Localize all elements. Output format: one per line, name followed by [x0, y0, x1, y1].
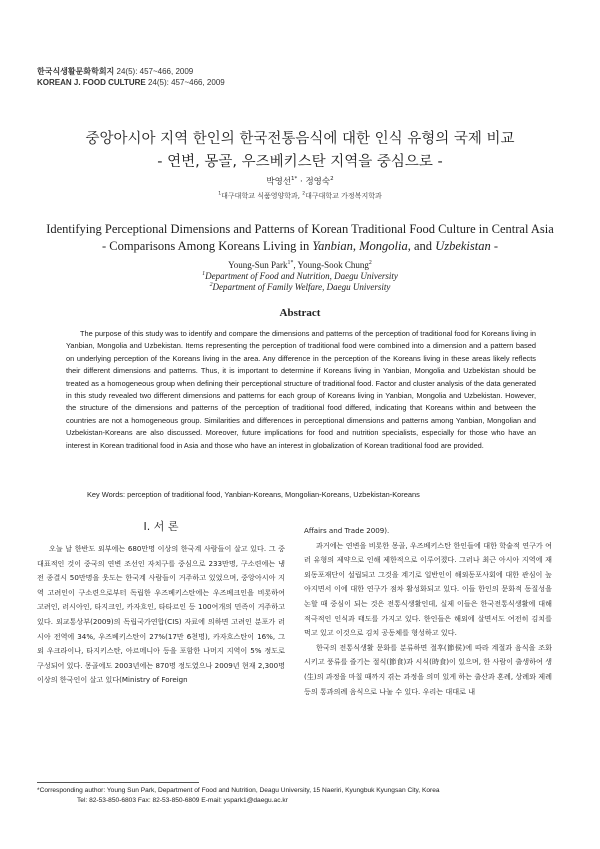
section-title: I. 서 론	[143, 520, 179, 533]
english-subtitle	[0, 239, 600, 254]
journal-citation: 24(5): 457~466, 2009	[116, 67, 194, 76]
right-column	[304, 524, 552, 699]
footnote	[37, 786, 567, 806]
journal-header	[37, 66, 225, 88]
subtitle-yanbian: Yanbian	[312, 239, 353, 253]
author1-kr-sup: 1*	[291, 176, 298, 183]
subtitle-mongolia: Mongolia	[359, 239, 408, 253]
right-paragraph-2: 한국의 전통식생활 문화를 분류하면 절후(節侯)에 따라 계절과 음식을 조화시키고 풍류를 즐기는 절식(節食)과 시식(時食)이 있으며, 한 사람이 출생하여 생(生)의 과정을 마칠 때까지 겪는 과정을 의미 있게 하는 출산과 혼례, 상례와 제례 등의 통과의례 음식으로 나눌 수 있다. 우리는 대대로 내	[304, 642, 552, 696]
author1-en: Young-Sun Park	[228, 260, 288, 270]
keywords	[87, 490, 547, 499]
left-paragraph: 오늘 날 한반도 외부에는 680만명 이상의 한국계 사람들이 살고 있다. 그 중 대표적인 것이 중국의 연변 조선인 자치구를 중심으로 233만명, 구소련에는 냉전 종결시 50만명을 웃도는 한국계 사람들이 거주하고 있었으며, 중앙아시아 지역 고려인이 구소련으로부터 독립한 우즈베키스탄에는 우즈베크인을 비롯하여 고려인, 러시아인, 타지크인, 카자흐인, 타타르인 등 100여개의 민족이 거주하고 있다. 외교통상부(2009)의 독립국가연합(CIS) 자료에 의하면 고려인 분포가 러시아 전역에 34%, 우즈베키스탄이 27%(17만 6천명), 카자흐스탄이 16%, 그 외 우크라이나, 타지키스탄, 아르메니아 등을 포함한 나머지 지역이 5% 정도로 구성되어 있다. 몽골에도 2003년에는 870명 정도였으나 2009년 현재 2,300명 이상의 한국인이 살고 있다(Ministry of Foreign	[37, 544, 285, 685]
abstract-text: The purpose of this study was to identify and compare the dimensions and patterns of the perception of traditional food for Koreans living in Yanbian, Mongolia and Uzbekistan. Items representing the perception of traditional food were combined into a dimension and a pattern based on underlying perception of the Koreans living in the area. Any difference in the perception of the Koreans living in these areas likely reflects their different dimensions and patterns. Thus, it is important to determine if Koreans living in Yanbian, Mongolia and Uzbekistan should be treated as a homogeneous group when defining their perceptional structure of traditional food. Factor and cluster analysis of the data generated in this study revealed two different dimensions and patterns for each group of Koreans living in Yanbian, Mongolia and Uzbekistan. However, the structure of the dimensions and patterns of the perception of traditional food differed, indicating that Koreans within and between the countries are not a homogeneous group. Similarities and differences in perceptional dimensions and patterns among Yanbian, Mongolian and Uzbekistan-Koreans are also discussed. Moreover, future implications for food and nutrition specialists, especially for those who have an interest in Korean traditional food in Asia and those who have an interest in globalization of Korean traditional food are provided.	[66, 329, 536, 450]
author1-en-sup: 1*	[287, 260, 294, 266]
affil1-en-sup: 1	[202, 271, 206, 277]
author2-kr: 정영숙	[305, 177, 331, 187]
korean-authors	[0, 175, 600, 187]
abstract-heading: Abstract	[279, 307, 321, 319]
journal-citation-en: 24(5): 457~466, 2009	[147, 78, 225, 87]
english-authors	[0, 260, 600, 270]
affil1-en: Department of Food and Nutrition, Daegu University	[205, 271, 398, 281]
subtitle-comma: ,	[352, 239, 360, 253]
subtitle-pre: - Comparisons Among Koreans Living in	[101, 239, 313, 253]
keywords-text: perception of traditional food, Yanbian-Koreans, Mongolian-Koreans, Uzbekistan-Koreans	[127, 490, 420, 499]
affil2-en: Department of Family Welfare, Daegu University	[212, 282, 391, 292]
journal-name-kr: 한국식생활문화학회지	[37, 67, 115, 76]
korean-affiliations	[0, 191, 600, 201]
abstract-body	[66, 328, 536, 452]
right-continuation: Affairs and Trade 2009).	[304, 526, 390, 535]
author-sep-en: ,	[293, 260, 298, 270]
english-affiliation-2	[0, 282, 600, 292]
footnote-rule	[37, 782, 199, 783]
journal-name-en: KOREAN J. FOOD CULTURE	[37, 78, 146, 87]
author2-en-sup: 2	[368, 260, 372, 266]
author1-kr: 박영선	[266, 177, 292, 187]
affil2-en-sup: 2	[209, 282, 213, 288]
right-paragraph-1: 과거에는 연변을 비롯한 몽골, 우즈베키스탄 한인들에 대한 학술적 연구가 여러 유형의 제약으로 인해 제한적으로 이루어졌다. 그러나 최근 아시아 지역에 재외동포재단이 설립되고 그것을 계기로 일반인이 해외동포사회에 대한 관심이 높아지면서 이에 대한 연구가 점차 활성화되고 있다. 이들 한인의 문화적 동질성을 논할 때 중심이 되는 것은 전통식생활인데, 실제 이들은 한국전통식생활에 대해 적극적인 인식과 태도를 가지고 있다. 한인들은 해외에 살면서도 여전히 김치를 먹고 있고 이것으로 김치 공동체를 형성하고 있다.	[304, 540, 552, 638]
journal-line-en	[37, 77, 225, 88]
author2-en: Young-Sook Chung	[297, 260, 369, 270]
korean-title: 중앙아시아 지역 한인의 한국전통음식에 대한 인식 유형의 국제 비교	[85, 131, 515, 147]
subtitle-post: -	[490, 239, 499, 253]
footnote-line-1: *Corresponding author: Young Sun Park, Department of Food and Nutrition, Deagu University, 15 Naeriri, Kyungbuk Kyungsan City, Korea	[37, 787, 440, 794]
subtitle-and: , and	[407, 239, 436, 253]
author2-kr-sup: 2	[330, 176, 334, 183]
affil1-kr-sup: 1	[218, 191, 222, 197]
korean-subtitle: - 연변, 몽골, 우즈베키스탄 지역을 중심으로 -	[157, 154, 443, 170]
affil1-kr: 대구대학교 식품영양학과,	[221, 192, 303, 200]
left-column	[37, 520, 285, 688]
keywords-label: Key Words:	[87, 490, 128, 499]
journal-line-kr	[37, 66, 225, 77]
subtitle-uzbekistan: Uzbekistan	[435, 239, 491, 253]
author-sep-kr: ·	[297, 177, 306, 187]
footnote-line-2: Tel: 82-53-850-6803 Fax: 82-53-850-6809 E-mail: yspark1@daegu.ac.kr	[77, 797, 288, 804]
english-affiliation-1	[0, 271, 600, 281]
affil2-kr-sup: 2	[302, 191, 306, 197]
affil2-kr: 대구대학교 가정복지학과	[305, 192, 382, 200]
english-title: Identifying Perceptional Dimensions and Patterns of Korean Traditional Food Culture in Central Asia	[46, 222, 554, 236]
